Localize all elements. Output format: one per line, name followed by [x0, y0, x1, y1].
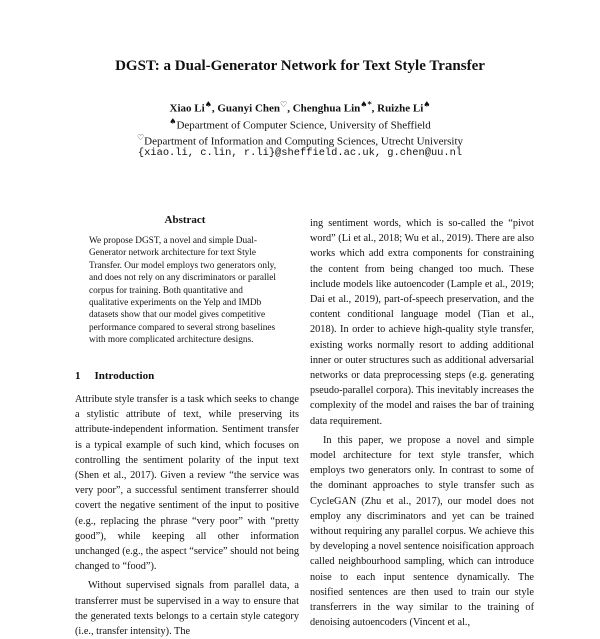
section-heading — [75, 370, 154, 382]
paper-title: DGST: a Dual-Generator Network for Text Style Transfer — [115, 58, 485, 74]
author-emails: {xiao.li, c.lin, r.li}@sheffield.ac.uk, g.chen@uu.nl — [137, 147, 463, 159]
author-list — [0, 100, 600, 115]
body-paragraph: Attribute style transfer is a task which seeks to change a stylistic attribute of text, while preserving its attribute-independent information. Sentiment transfer is a typical example of such kind, which focuses on controlling the sentiment polarity of the input text (Shen et al., 2017). Given a review “the service was very poor”, a successful sentiment transferrer should covert the negative sentiment of the input to positive (e.g., replacing the phrase “very poor” with “pretty good”), while keeping all other information unchanged (e.g., the aspect “service” should not being changed to “food”). — [75, 394, 299, 573]
section-title: Introduction — [94, 370, 155, 382]
author-affiliation-mark: ♠ — [204, 100, 212, 109]
left-column-body — [75, 392, 299, 639]
author-name: Ruizhe Li — [377, 102, 424, 115]
author-affiliation-mark: ♡ — [280, 100, 288, 109]
affiliation-text: Department of Information and Computing Sciences, Utrecht University — [144, 135, 464, 148]
author-separator: , — [287, 102, 293, 115]
section-number: 1 — [75, 370, 81, 382]
author-name: Chenghua Lin — [292, 102, 361, 115]
affiliation-text: Department of Computer Science, University of Sheffield — [176, 119, 431, 132]
author-affiliation-mark: ♠* — [360, 100, 372, 109]
affiliation-line — [0, 117, 600, 132]
abstract-body: We propose DGST, a novel and simple Dual-Generator network architecture for text Style Transfer. Our model employs two generators only, and does not rely on any discriminators or parallel corpus for training. Both quantitative and qualitative experiments on the Yelp and IMDb datasets show that our model gives competitive performance compared to several strong baselines with more complicated architecture designs. — [89, 236, 277, 346]
author-affiliation-mark: ♠ — [423, 100, 431, 109]
abstract-heading: Abstract — [164, 214, 206, 226]
body-paragraph: In this paper, we propose a novel and simple model architecture for text style transfer, which employs two generators only. In contrast to some of the dominant approaches to style transfer such as CycleGAN (Zhu et al., 2017), our model does not employ any discriminators and yet can be trained without requiring any parallel corpus. We achieve this by developing a novel sentence noisification approach called neighbourhood sampling, which can introduce noise to each input sentence dynamically. The nosified sentences are then used to train our style transferrers in the way similar to the training of denoising autoencoders (Vincent et al., — [310, 434, 534, 629]
author-name: Xiao Li — [169, 102, 205, 115]
body-paragraph: Without supervised signals from parallel data, a transferrer must be supervised in a way to ensure that the generated texts belongs to a certain style category (i.e., transfer intensity). The — [75, 580, 299, 638]
body-paragraph: ing sentiment words, which is so-called the “pivot word” (Li et al., 2018; Wu et al., 2019). There are also works which add extra components for constraining the content from being changed too much. These include models like autoencoder (Lample et al., 2019; Dai et al., 2019), part-of-speech preservation, and the content conditional language model (Tian et al., 2018). In order to achieve high-quality style transfer, existing works normally resort to adding additional inner or outer structures such as additional adversarial networks or data preprocessing steps (e.g. generating pseudo-parallel corpora). This inevitably increases the complexity of the model and raises the bar of training data requirement. — [310, 218, 534, 427]
right-column-body — [310, 216, 534, 630]
affiliation-line — [0, 133, 600, 148]
affiliation-mark: ♡ — [136, 133, 145, 142]
author-name: Guanyi Chen — [217, 102, 281, 115]
author-separator: , — [371, 102, 378, 115]
author-separator: , — [211, 102, 218, 115]
affiliation-mark: ♠ — [169, 117, 177, 126]
